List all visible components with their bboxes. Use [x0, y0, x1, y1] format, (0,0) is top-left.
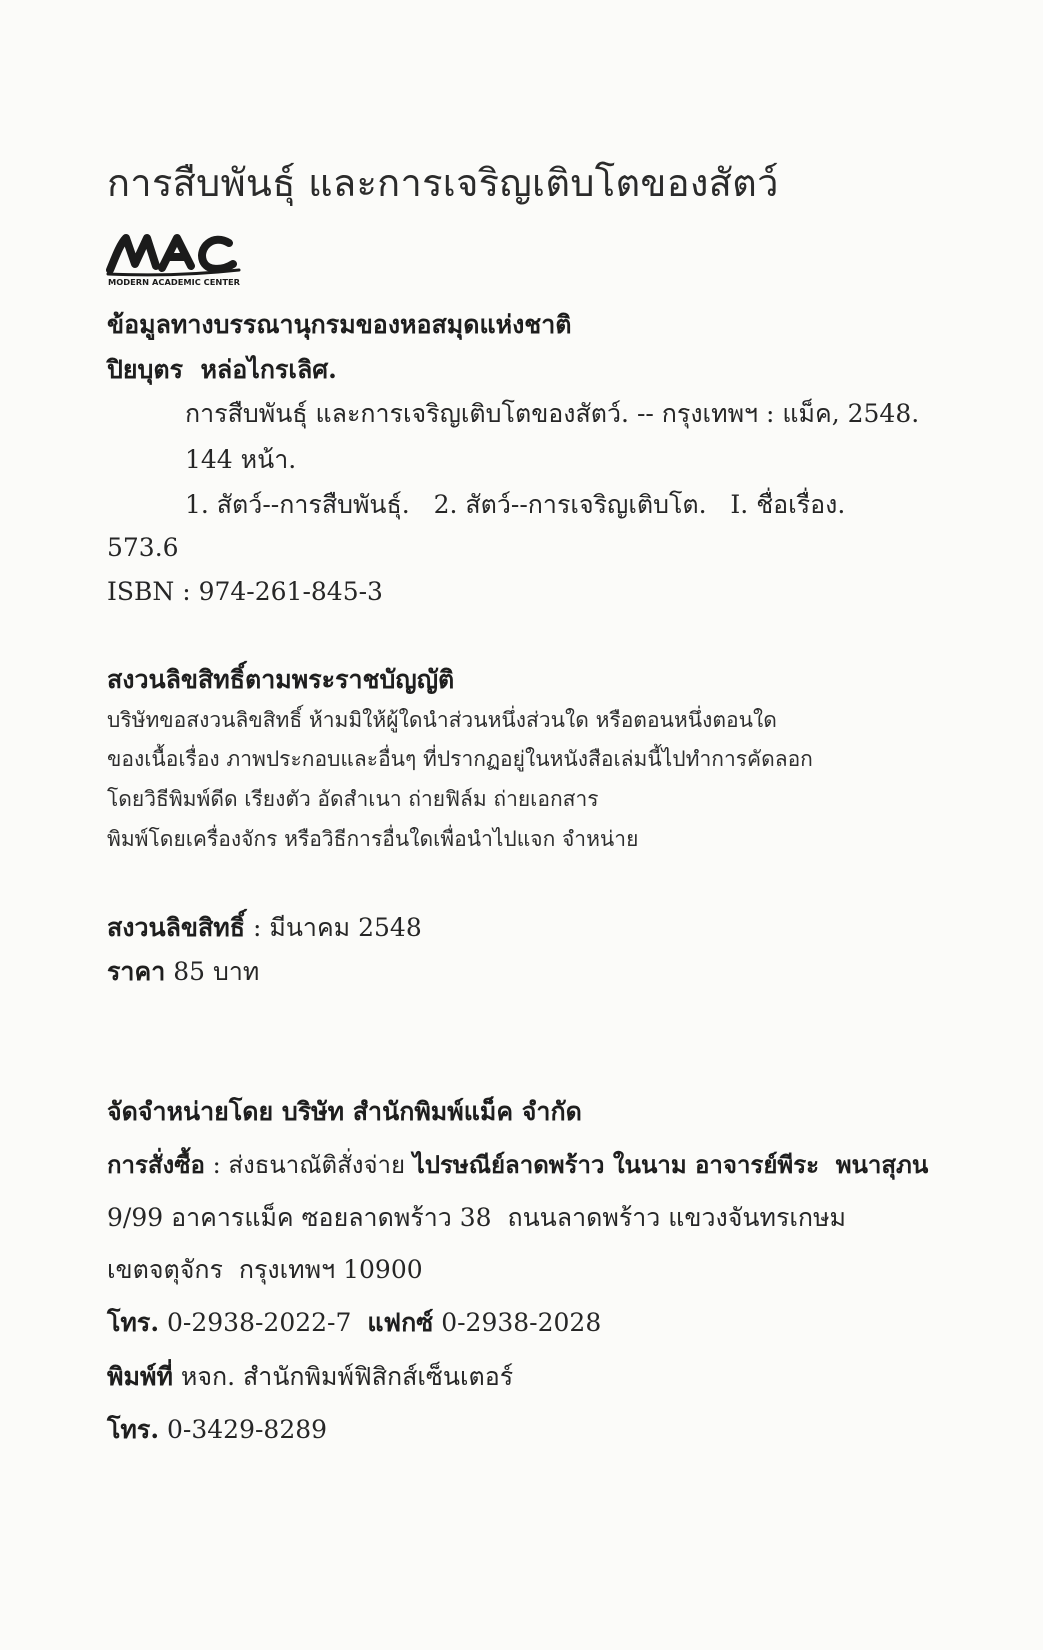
printer-label: พิมพ์ที่ [107, 1362, 173, 1391]
fax-label: แฟกซ์ [367, 1308, 434, 1337]
cip-imprint: การสืบพันธุ์ และการเจริญเติบโตของสัตว์. -- กรุงเทพฯ : แม็ค, 2548. [185, 399, 920, 428]
logo-letter-a [162, 238, 191, 268]
copyright-text-line: พิมพ์โดยเครื่องจักร หรือวิธีการอื่นใดเพื่อนำไปแจก จำหน่าย [107, 827, 639, 851]
logo-letter-c [202, 240, 233, 269]
order-label: การสั่งซื้อ [107, 1150, 205, 1179]
printer-phone-number: 0-3429-8289 [167, 1415, 328, 1444]
price-label: ราคา [107, 957, 166, 986]
cip-heading: ข้อมูลทางบรรณานุกรมของหอสมุดแห่งชาติ [107, 310, 572, 339]
copyright-date-value: : มีนาคม 2548 [252, 913, 422, 942]
order-payee: ไปรษณีย์ลาดพร้าว ในนาม อาจารย์พีระ พนาสุภน [412, 1150, 929, 1179]
printer-contact [107, 1412, 327, 1447]
phone-label: โทร. [107, 1308, 160, 1337]
cip-author: ปิยบุตร หล่อไกรเลิศ. [107, 355, 337, 384]
fax-number: 0-2938-2028 [441, 1308, 602, 1337]
logo-tagline: MODERN ACADEMIC CENTER [108, 278, 241, 287]
book-title: การสืบพันธุ์ และการเจริญเติบโตของสัตว์ [107, 161, 779, 205]
distributor-heading: จัดจำหน่ายโดย บริษัท สำนักพิมพ์แม็ค จำกัด [107, 1097, 582, 1126]
copyright-heading: สงวนลิขสิทธิ์ตามพระราชบัญญัติ [107, 665, 455, 694]
printer-info [107, 1359, 513, 1394]
price [107, 954, 259, 989]
order-info [107, 1148, 928, 1183]
logo-swash [108, 270, 239, 275]
copyright-text-line: ของเนื้อเรื่อง ภาพประกอบและอื่นๆ ที่ปรากฏอยู่ในหนังสือเล่มนี้ไปทำการคัดลอก [107, 747, 813, 771]
distributor-contact [107, 1305, 601, 1340]
cip-isbn: ISBN : 974-261-845-3 [107, 577, 383, 606]
phone-number: 0-2938-2022-7 [167, 1308, 352, 1337]
copyright-date-label: สงวนลิขสิทธิ์ [107, 913, 246, 942]
copyright-text-line: โดยวิธีพิมพ์ดีด เรียงตัว อัดสำเนา ถ่ายฟิล์ม ถ่ายเอกสาร [107, 787, 599, 811]
address-line: เขตจตุจักร กรุงเทพฯ 10900 [107, 1255, 423, 1284]
copyright-text-line: บริษัทขอสงวนลิขสิทธิ์ ห้ามมิให้ผู้ใดนำส่วนหนึ่งส่วนใด หรือตอนหนึ่งตอนใด [107, 708, 777, 732]
cip-subjects: 1. สัตว์--การสืบพันธุ์. 2. สัตว์--การเจริญเติบโต. I. ชื่อเรื่อง. [185, 490, 846, 519]
price-value: 85 บาท [173, 957, 260, 986]
address-line: 9/99 อาคารแม็ค ซอยลาดพร้าว 38 ถนนลาดพร้าว แขวงจันทรเกษม [107, 1203, 847, 1232]
logo-letter-m [110, 238, 156, 270]
printer-name: หจก. สำนักพิมพ์ฟิสิกส์เซ็นเตอร์ [180, 1362, 514, 1391]
copyright-date [107, 910, 422, 945]
cip-classification: 573.6 [107, 533, 179, 562]
mac-logo [105, 230, 245, 288]
cip-pages: 144 หน้า. [185, 445, 297, 474]
order-text: : ส่งธนาณัติสั่งจ่าย [212, 1151, 406, 1179]
printer-phone-label: โทร. [107, 1415, 160, 1444]
